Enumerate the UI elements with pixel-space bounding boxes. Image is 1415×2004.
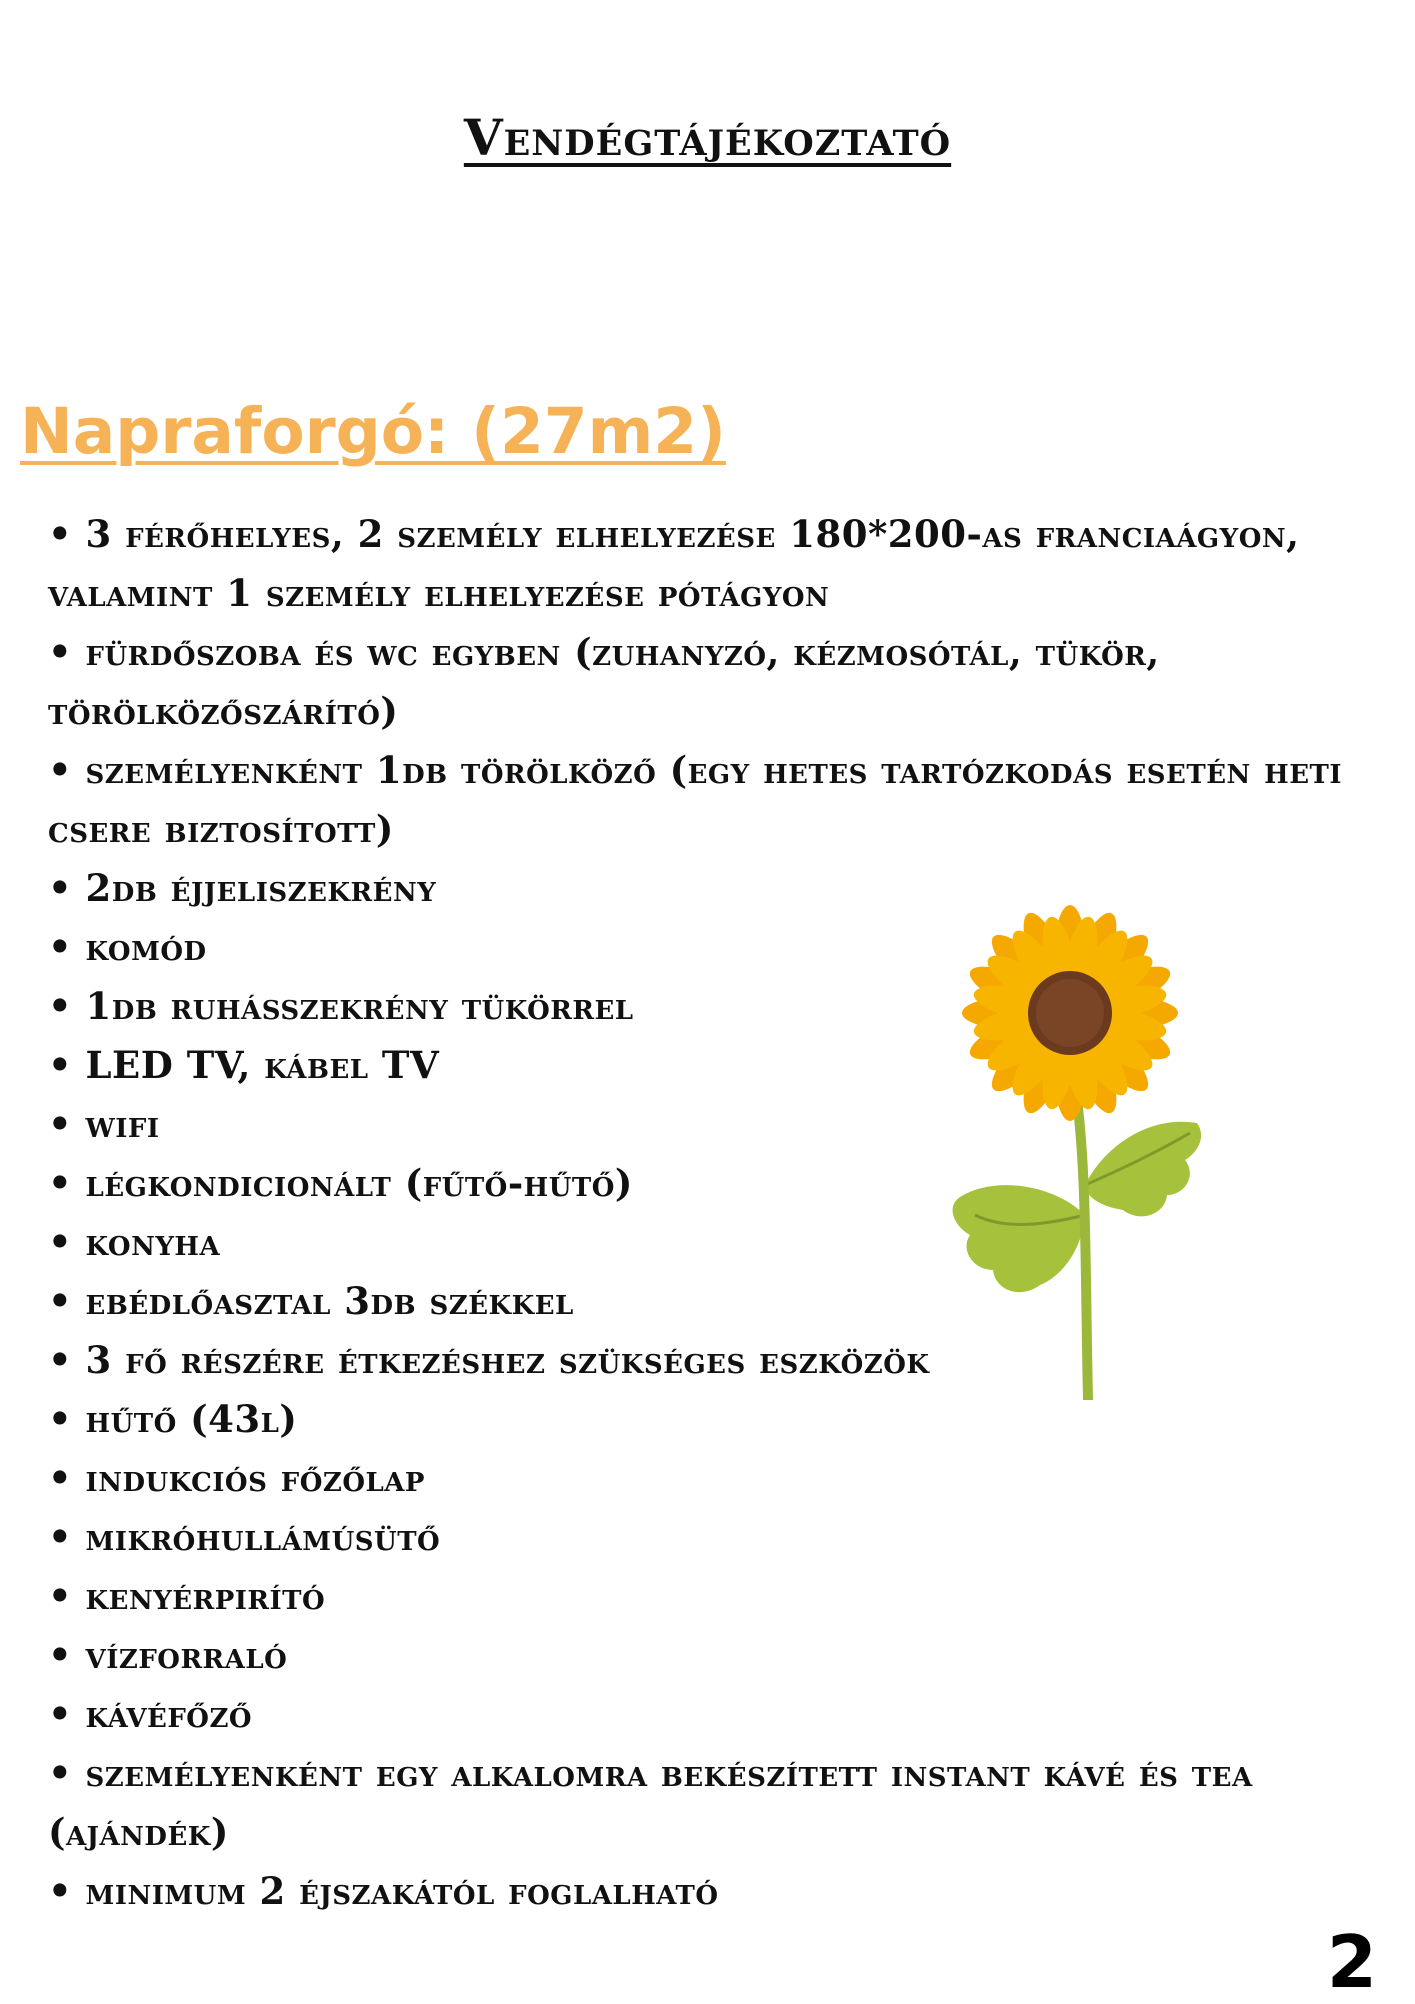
room-heading: Napraforgó: (27m2) xyxy=(20,395,726,468)
page-title: Vendégtájékoztató xyxy=(463,108,952,167)
feature-item: • kenyérpirító xyxy=(48,1567,1378,1626)
feature-item: • ebédlőasztal 3db székkel xyxy=(48,1272,1378,1331)
page-number: 2 xyxy=(1326,1920,1377,2004)
feature-item: • személyenként 1db törölköző (egy hetes tartózkodás esetén heti csere biztosított) xyxy=(48,741,1378,859)
feature-item: • 3 fő részére étkezéshez szükséges eszközök xyxy=(48,1331,1378,1390)
feature-item: • 2db éjjeliszekrény xyxy=(48,859,1378,918)
feature-item: • 3 férőhelyes, 2 személy elhelyezése 180*200-as franciaágyon, valamint 1 személy elhelyezése pótágyon xyxy=(48,505,1378,623)
feature-item: • wifi xyxy=(48,1095,1378,1154)
feature-item: • vízforraló xyxy=(48,1626,1378,1685)
sunflower-center-inner xyxy=(1036,979,1104,1047)
feature-item: • kávéfőző xyxy=(48,1685,1378,1744)
feature-item: • hűtő (43l) xyxy=(48,1390,1378,1449)
feature-item: • személyenként egy alkalomra bekészített instant kávé és tea (ajándék) xyxy=(48,1744,1378,1862)
leaf-left xyxy=(953,1185,1085,1292)
feature-item: • légkondicionált (fűtő-hűtő) xyxy=(48,1154,1378,1213)
feature-item: • komód xyxy=(48,918,1378,977)
feature-item: • 1db ruhásszekrény tükörrel xyxy=(48,977,1378,1036)
feature-item: • fürdőszoba és wc egyben (zuhanyzó, kézmosótál, tükör, törölközőszárító) xyxy=(48,623,1378,741)
feature-item: • indukciós főzőlap xyxy=(48,1449,1378,1508)
feature-item: • konyha xyxy=(48,1213,1378,1272)
feature-item: • mikróhullámúsütő xyxy=(48,1508,1378,1567)
feature-item: • LED TV, kábel TV xyxy=(48,1036,1378,1095)
sunflower-icon xyxy=(935,885,1205,1400)
feature-item: • minimum 2 éjszakától foglalható xyxy=(48,1862,1378,1921)
leaf-right xyxy=(1085,1122,1201,1217)
